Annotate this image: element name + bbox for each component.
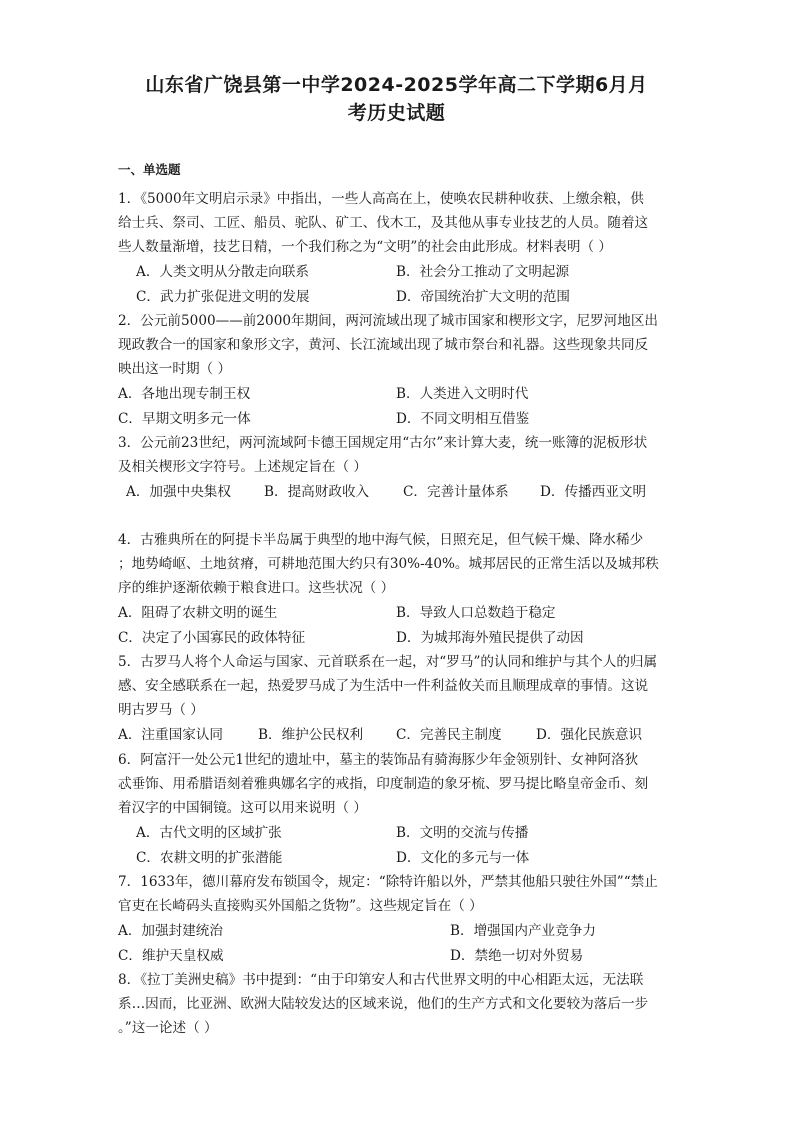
question-4-option-b[interactable]: B．导致人口总数趋于稳定 [396,605,556,621]
question-7-option-d[interactable]: D．禁绝一切对外贸易 [450,948,584,964]
question-4-line-3: 序的维护逐渐依赖于粮食进口。这些状况（ ） [118,580,395,596]
question-8-line-1: 8．《拉丁美洲史稿》书中提到：“由于印第安人和古代世界文明的中心相距太远，无法联 [118,972,644,988]
question-1-option-a[interactable]: A．人类文明从分散走向联系 [136,264,309,280]
question-2-option-a[interactable]: A．各地出现专制王权 [118,386,251,402]
question-6-option-b[interactable]: B．文明的交流与传播 [396,825,529,841]
question-3-line-2: 及相关楔形文字符号。上述规定旨在（ ） [118,459,368,475]
question-7-option-c[interactable]: C．维护天皇权威 [118,948,224,964]
question-6-line-3: 着汉字的中国铜镜。这可以用来说明（ ） [118,800,368,816]
question-4-line-2: ；地势崎岖、土地贫瘠，可耕地范围大约只有30%-40%。城邦居民的正常生活以及城邦秩 [118,556,659,572]
question-7-option-a[interactable]: A．加强封建统治 [118,923,223,939]
question-2-line-1: 2．公元前5000——前2000年期间，两河流域出现了城市国家和楔形文字，尼罗河地区出 [118,313,659,329]
question-7-line-2: 官吏在长崎码头直接购买外国船之货物”。这些规定旨在（ ） [118,898,483,914]
question-5-option-c[interactable]: C．完善民主制度 [396,727,502,743]
question-6-option-d[interactable]: D．文化的多元与一体 [396,850,530,866]
question-6-option-c[interactable]: C．农耕文明的扩张潜能 [136,850,283,866]
question-6-line-1: 6．阿富汗一处公元1世纪的遗址中，墓主的装饰品有骑海豚少年金领别针、女神阿洛狄 [118,752,639,768]
question-1-option-d[interactable]: D．帝国统治扩大文明的范围 [396,289,571,305]
question-1-line-2: 给士兵、祭司、工匠、船员、驼队、矿工、伐木工，及其他从事专业技艺的人员。随着这 [118,215,649,231]
question-5-option-a[interactable]: A．注重国家认同 [118,727,223,743]
question-2-line-2: 现政教合一的国家和象形文字，黄河、长江流域出现了城市祭台和礼器。这些现象共同反 [118,337,649,353]
question-8-line-2: 系…因而，比亚洲、欧洲大陆较发达的区域来说，他们的生产方式和文化要较为落后一步 [118,996,649,1012]
section-heading: 一、单选题 [118,162,181,177]
question-4-line-1: 4．古雅典所在的阿提卡半岛属于典型的地中海气候，日照充足，但气候干燥、降水稀少 [118,532,644,548]
question-5-option-d[interactable]: D．强化民族意识 [536,727,643,743]
question-7-line-1: 7．1633年，德川幕府发布锁国令，规定：“除特许船以外，严禁其他船只驶往外国”“禁止 [118,874,658,890]
question-3-option-d[interactable]: D．传播西亚文明 [540,484,647,500]
question-4-option-c[interactable]: C．决定了小国寡民的政体特征 [118,630,306,646]
question-2-option-b[interactable]: B．人类进入文明时代 [396,386,529,402]
question-5-option-b[interactable]: B．维护公民权利 [258,727,364,743]
question-5-line-2: 感、安全感联系在一起，热爱罗马成了为生活中一件利益攸关而且顺理成章的事情。这说 [118,678,649,694]
question-2-option-d[interactable]: D．不同文明相互借鉴 [396,411,530,427]
question-5-line-3: 明古罗马（ ） [118,702,204,718]
question-1-option-c[interactable]: C．武力扩张促进文明的发展 [136,289,310,305]
question-4-option-a[interactable]: A．阻碍了农耕文明的诞生 [118,605,278,621]
question-3-option-a[interactable]: A．加强中央集权 [126,484,231,500]
question-3-option-b[interactable]: B．提高财政收入 [264,484,370,500]
question-3-option-c[interactable]: C．完善计量体系 [403,484,509,500]
question-6-option-a[interactable]: A．古代文明的区域扩张 [136,825,282,841]
question-4-option-d[interactable]: D．为城邦海外殖民提供了动因 [396,630,584,646]
page-title-line-1: 山东省广饶县第一中学2024-2025学年高二下学期6月月 [145,74,648,96]
question-2-option-c[interactable]: C．早期文明多元一体 [118,411,251,427]
question-8-line-3: 。”这一论述（ ） [118,1020,218,1036]
question-1-option-b[interactable]: B．社会分工推动了文明起源 [396,264,570,280]
question-1-line-1: 1．《5000年文明启示录》中指出，一些人高高在上，使唤农民耕种收获、上缴余粮，供 [118,191,644,207]
question-3-line-1: 3．公元前23世纪，两河流域阿卡德王国规定用“古尔”来计算大麦，统一账簿的泥板形状 [118,435,648,451]
page-title-line-2: 考历史试题 [347,102,446,124]
question-2-line-3: 映出这一时期（ ） [118,361,232,377]
question-1-line-3: 些人数量渐增，技艺日精，一个我们称之为“文明”的社会由此形成。材料表明（ ） [118,239,612,255]
question-6-line-2: 忒垂饰、用希腊语刻着雅典娜名字的戒指，印度制造的象牙梳、罗马提比略皇帝金币、刻 [118,776,649,792]
question-7-option-b[interactable]: B．增强国内产业竞争力 [450,923,596,939]
question-5-line-1: 5．古罗马人将个人命运与国家、元首联系在一起，对“罗马”的认同和维护与其个人的归属 [118,654,658,670]
